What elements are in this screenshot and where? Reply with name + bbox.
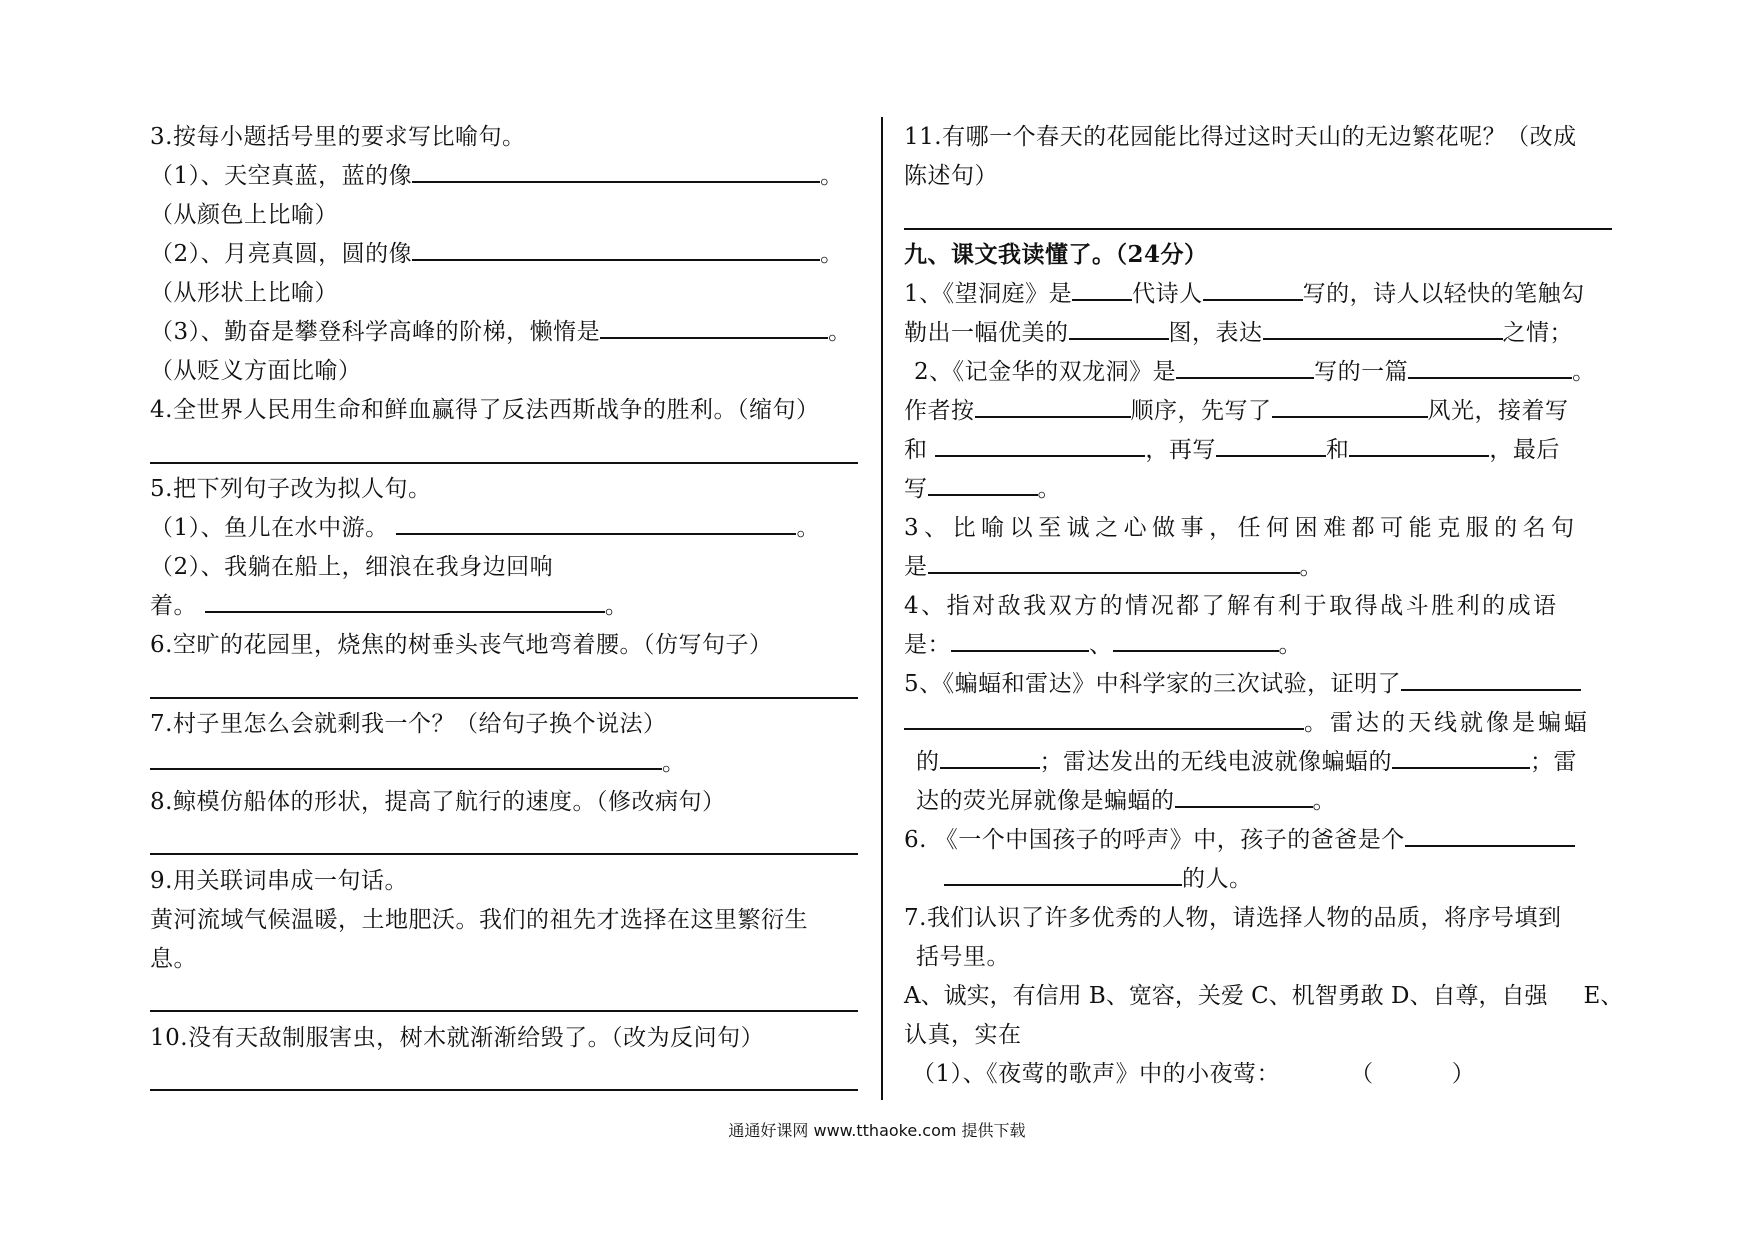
q3-3-line: （3）、勤奋是攀登科学高峰的阶梯，懒惰是 。 xyxy=(150,319,852,345)
q9-text-b: 息。 xyxy=(150,946,197,972)
q9-answer-line[interactable] xyxy=(150,1010,858,1012)
r1-line-a: 1、《望洞庭》是 代诗人 写的，诗人以轻快的笔触勾 xyxy=(904,281,1585,307)
r2-blank-4[interactable] xyxy=(928,474,1038,496)
r5-antenna-blank[interactable] xyxy=(940,747,1040,769)
r4-line-b: 是： 、 。 xyxy=(904,632,1302,658)
r3-blank[interactable] xyxy=(928,552,1300,574)
q8-answer-line[interactable] xyxy=(150,853,858,855)
r5-line-c: 的 ；雷达发出的无线电波就像蝙蝠的 ；雷 xyxy=(916,749,1577,775)
q3-title: 3.按每小题括号里的要求写比喻句。 xyxy=(150,124,526,150)
q5-2-line: （2）、我躺在船上，细浪在我身边回响 xyxy=(150,554,554,580)
section-9-heading: 九、课文我读懂了。（24分） xyxy=(904,241,1208,268)
r2-order-blank[interactable] xyxy=(975,396,1131,418)
q4-text: 4.全世界人民用生命和鲜血赢得了反法西斯战争的胜利。（缩句） xyxy=(150,397,820,423)
r6-line-b: 的人。 xyxy=(944,864,1253,894)
r3-text-a: 3、比喻以至诚之心做事，任何困难都可能克服的名句 xyxy=(904,515,1580,541)
q6-answer-line[interactable] xyxy=(150,697,858,699)
r6-line-a: 6. 《一个中国孩子的呼声》中，孩子的爸爸是个 xyxy=(904,825,1575,855)
r6-blank-1[interactable] xyxy=(1405,825,1575,847)
q5-1-line: （1）、鱼儿在水中游。 。 xyxy=(150,515,820,541)
q3-2-note: （从形状上比喻） xyxy=(150,280,338,306)
r7-options-cont: 认真，实在 xyxy=(904,1022,1022,1048)
q3-3-note: （从贬义方面比喻） xyxy=(150,358,362,384)
r5-screen-blank[interactable] xyxy=(1175,786,1313,808)
r2-genre-blank[interactable] xyxy=(1408,357,1572,379)
q5-title: 5.把下列句子改为拟人句。 xyxy=(150,476,432,502)
r7-item-1-answer[interactable]: （ ） xyxy=(1350,1061,1476,1087)
q8-text: 8.鲸模仿船体的形状，提高了航行的速度。（修改病句） xyxy=(150,789,726,815)
r5-line-d: 达的荧光屏就像是蝙蝠的 。 xyxy=(916,788,1336,814)
r5-wave-blank[interactable] xyxy=(1392,747,1530,769)
r1-feeling-blank[interactable] xyxy=(1263,318,1503,340)
q3-2-line: （2）、月亮真圆，圆的像 。 xyxy=(150,241,844,267)
q4-answer-line[interactable] xyxy=(150,462,858,464)
q3-1-note: （从颜色上比喻） xyxy=(150,202,338,228)
q9-title: 9.用关联词串成一句话。 xyxy=(150,868,408,894)
q10-text: 10.没有天敌制服害虫，树木就渐渐给毁了。（改为反问句） xyxy=(150,1025,765,1051)
r1-poet-blank[interactable] xyxy=(1203,279,1303,301)
r1-dynasty-blank[interactable] xyxy=(1072,279,1132,301)
r2-line-b: 作者按 顺序，先写了 风光，接着写 xyxy=(904,398,1569,424)
q5-2-blank[interactable] xyxy=(205,591,605,613)
r2-author-blank[interactable] xyxy=(1176,357,1314,379)
r2-blank-1[interactable] xyxy=(935,435,1145,457)
r7-text-a: 7.我们认识了许多优秀的人物，请选择人物的品质，将序号填到 xyxy=(904,905,1562,931)
q3-3-blank[interactable] xyxy=(600,317,828,339)
r6-blank-2[interactable] xyxy=(944,864,1182,886)
r7-text-b: 括号里。 xyxy=(916,944,1010,970)
r1-line-b: 勒出一幅优美的 图，表达 之情； xyxy=(904,320,1573,346)
q11-text-a: 11.有哪一个春天的花园能比得过这时天山的无边繁花呢？（改成 xyxy=(904,124,1577,150)
r4-blank-2[interactable] xyxy=(1113,630,1279,652)
r2-blank-2[interactable] xyxy=(1216,435,1326,457)
r5-proof-blank[interactable] xyxy=(1401,669,1581,691)
r2-blank-3[interactable] xyxy=(1349,435,1489,457)
q5-2-cont: 着。 。 xyxy=(150,593,629,619)
q7-answer: 。 xyxy=(150,748,686,778)
r5-proof-blank-2[interactable] xyxy=(904,708,1304,730)
r3-line-b: 是 。 xyxy=(904,554,1323,580)
r1-picture-blank[interactable] xyxy=(1069,318,1169,340)
r7-options: A、诚实，有信用 B、宽容，关爱 C、机智勇敢 D、自尊，自强 E、 xyxy=(904,983,1624,1009)
q3-2-blank[interactable] xyxy=(412,239,820,261)
q9-text-a: 黄河流域气候温暖，土地肥沃。我们的祖先才选择在这里繁衍生 xyxy=(150,907,808,933)
q7-text: 7.村子里怎么会就剩我一个？（给句子换个说法） xyxy=(150,711,667,737)
q11-text-b: 陈述句） xyxy=(904,163,998,189)
q3-1-line: （1）、天空真蓝，蓝的像 。 xyxy=(150,163,844,189)
r2-line-d: 写 。 xyxy=(904,476,1061,502)
r2-line-c: 和 ，再写 和 ，最后 xyxy=(904,437,1560,463)
q3-1-blank[interactable] xyxy=(412,161,820,183)
q10-answer-line[interactable] xyxy=(150,1089,858,1091)
column-divider xyxy=(881,117,883,1100)
q5-1-blank[interactable] xyxy=(396,513,796,535)
r5-line-a: 5、《蝙蝠和雷达》中科学家的三次试验，证明了 xyxy=(904,669,1581,699)
r4-blank-1[interactable] xyxy=(951,630,1089,652)
q11-answer-line[interactable] xyxy=(904,228,1612,230)
r5-line-b: 。雷达的天线就像是蝙蝠 xyxy=(904,708,1590,738)
r2-line-a: 2、《记金华的双龙洞》是 写的一篇 。 xyxy=(914,359,1596,385)
q7-blank[interactable] xyxy=(150,748,662,770)
r2-scenery-blank[interactable] xyxy=(1272,396,1428,418)
footer-credit: 通通好课网 www.tthaoke.com 提供下载 xyxy=(728,1121,1026,1140)
q6-text: 6.空旷的花园里，烧焦的树垂头丧气地弯着腰。（仿写句子） xyxy=(150,632,773,658)
r7-item-1: （1）、《夜莺的歌声》中的小夜莺： （ ） xyxy=(912,1061,1476,1087)
r4-text-a: 4、指对敌我双方的情况都了解有利于取得战斗胜利的成语 xyxy=(904,593,1559,619)
